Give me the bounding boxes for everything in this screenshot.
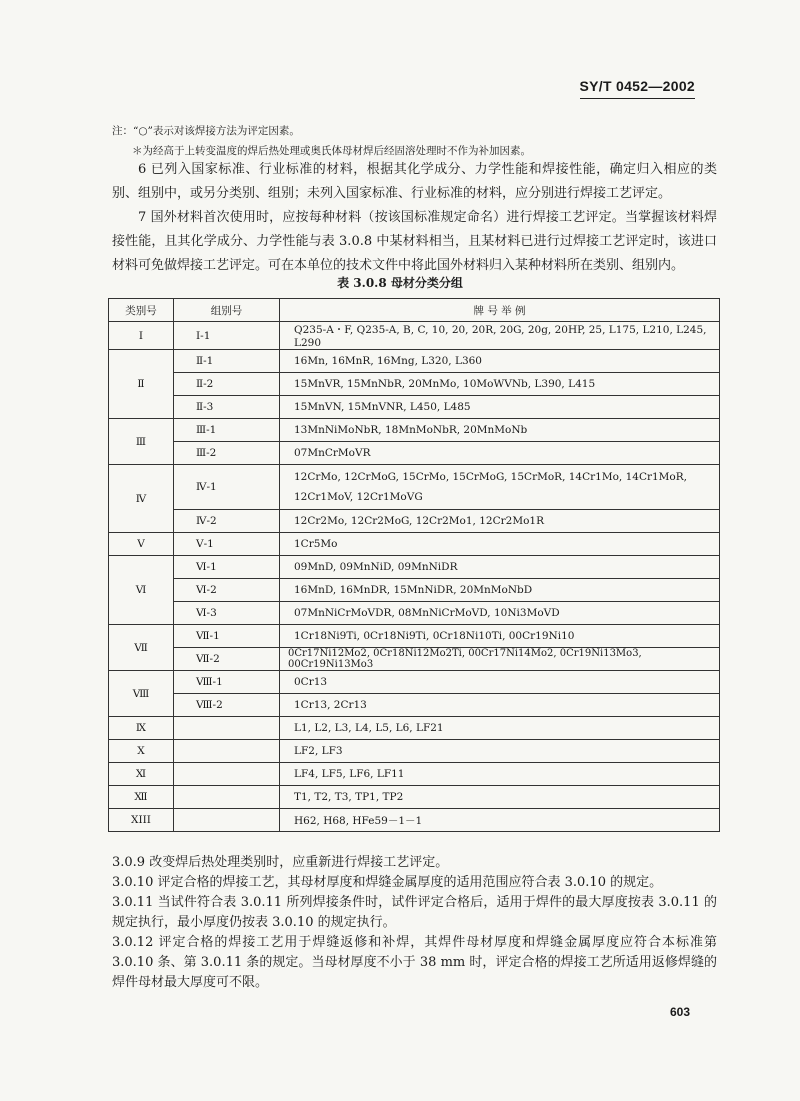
grade-examples-cell: 13MnNiMoNbR, 18MnMoNbR, 20MnMoNb (280, 419, 720, 442)
table-row (109, 442, 720, 465)
table-row (109, 419, 720, 442)
table-row (109, 648, 720, 671)
clause: 3.0.12 评定合格的焊接工艺用于焊缝返修和补焊，其焊件母材厚度和焊缝金属厚度应符合本标准第 3.0.10 条、第 3.0.11 条的规定。当母材厚度不小于 38 mm 时，评定合格的焊接工艺所适用返修焊缝的焊件母材最大厚度可不限。 (112, 935, 717, 990)
grade-examples-cell: 1Cr5Mo (280, 533, 720, 556)
group-cell: Ⅱ-1 (174, 350, 280, 373)
category-cell: Ⅲ (109, 419, 174, 465)
header-category: 类别号 (109, 299, 174, 322)
grade-examples-cell (280, 465, 720, 510)
group-cell: Ⅵ-3 (174, 602, 280, 625)
table-row (109, 625, 720, 648)
grade-examples-cell: 15MnVR, 15MnNbR, 20MnMo, 10MoWVNb, L390, L415 (280, 373, 720, 396)
group-cell (174, 763, 280, 786)
grade-examples-line: 12Cr1MoV, 12Cr1MoVG (294, 491, 423, 503)
category-cell: Ⅺ (109, 763, 174, 786)
group-cell: Ⅵ-1 (174, 556, 280, 579)
note-line: 注：“○”表示对该焊接方法为评定因素。 (112, 125, 300, 137)
group-cell: Ⅴ-1 (174, 533, 280, 556)
category-cell: Ⅵ (109, 556, 174, 625)
table-row (109, 694, 720, 717)
table-row (109, 373, 720, 396)
note-line: ＊为经高于上转变温度的焊后热处理或奥氏体母材焊后经固溶处理时不作为补加因素。 (132, 145, 531, 157)
category-cell: Ⅶ (109, 625, 174, 671)
body-paragraphs (112, 158, 717, 278)
group-cell (174, 717, 280, 740)
grade-examples-cell: H62, H68, HFe59－1－1 (280, 809, 720, 832)
grade-examples-cell: 1Cr13, 2Cr13 (280, 694, 720, 717)
category-cell: Ⅸ (109, 717, 174, 740)
page-number: 603 (669, 1005, 690, 1019)
grade-examples-cell: 16MnD, 16MnDR, 15MnNiDR, 20MnMoNbD (280, 579, 720, 602)
paragraph: 7 国外材料首次使用时，应按每种材料（按该国标准规定命名）进行焊接工艺评定。当掌握该材料焊接性能，且其化学成分、力学性能与表 3.0.8 中某材料相当，且某材料已进行过焊接工艺评定时，该进口材料可免做焊接工艺评定。可在本单位的技术文件中将此国外材料归入某种材料所在类别、组别内。 (112, 210, 717, 273)
header-rule (580, 98, 695, 99)
group-cell: Ⅰ-1 (174, 322, 280, 350)
group-cell: Ⅳ-2 (174, 510, 280, 533)
table-row (109, 786, 720, 809)
clause: 3.0.10 评定合格的焊接工艺，其母材厚度和焊缝金属厚度的适用范围应符合表 3.0.10 的规定。 (112, 875, 663, 890)
header-group: 组别号 (174, 299, 280, 322)
table-row (109, 671, 720, 694)
group-cell: Ⅶ-2 (174, 648, 280, 671)
category-cell: Ⅷ (109, 671, 174, 717)
category-cell: Ⅻ (109, 786, 174, 809)
table-row (109, 763, 720, 786)
grade-examples-cell: 12Cr2Mo, 12Cr2MoG, 12Cr2Mo1, 12Cr2Mo1R (280, 510, 720, 533)
grade-examples-cell: Q235-A・F, Q235-A, B, C, 10, 20, 20R, 20G, 20g, 20HP, 25, L175, L210, L245, L290 (280, 322, 720, 350)
table-row (109, 465, 720, 510)
group-cell: Ⅲ-2 (174, 442, 280, 465)
group-cell (174, 809, 280, 832)
table-row (109, 579, 720, 602)
table-row (109, 396, 720, 419)
group-cell: Ⅱ-3 (174, 396, 280, 419)
grade-examples-cell: LF2, LF3 (280, 740, 720, 763)
material-classification-table (108, 298, 720, 832)
header-examples: 牌 号 举 例 (280, 299, 720, 322)
clauses (112, 853, 717, 993)
standard-code: SY/T 0452—2002 (579, 78, 695, 94)
grade-examples-cell: 07MnNiCrMoVDR, 08MnNiCrMoVD, 10Ni3MoVD (280, 602, 720, 625)
group-cell: Ⅱ-2 (174, 373, 280, 396)
table-header-row (109, 299, 720, 322)
grade-examples-cell: 07MnCrMoVR (280, 442, 720, 465)
grade-examples-cell: L1, L2, L3, L4, L5, L6, LF21 (280, 717, 720, 740)
grade-examples-line: 12CrMo, 12CrMoG, 15CrMo, 15CrMoG, 15CrMoR, 14Cr1Mo, 14Cr1MoR, (294, 471, 687, 483)
grade-examples-cell: LF4, LF5, LF6, LF11 (280, 763, 720, 786)
grade-examples-cell: 15MnVN, 15MnVNR, L450, L485 (280, 396, 720, 419)
grade-examples-cell: 0Cr13 (280, 671, 720, 694)
grade-examples-cell: T1, T2, T3, TP1, TP2 (280, 786, 720, 809)
table-row (109, 809, 720, 832)
group-cell: Ⅶ-1 (174, 625, 280, 648)
group-cell (174, 786, 280, 809)
category-cell: Ⅰ (109, 322, 174, 350)
grade-examples-cell: 1Cr18Ni9Ti, 0Cr18Ni9Ti, 0Cr18Ni10Ti, 00Cr19Ni10 (280, 625, 720, 648)
group-cell: Ⅷ-2 (174, 694, 280, 717)
table-row (109, 717, 720, 740)
grade-examples-cell: 09MnD, 09MnNiD, 09MnNiDR (280, 556, 720, 579)
group-cell: Ⅵ-2 (174, 579, 280, 602)
table-row (109, 350, 720, 373)
table-row (109, 322, 720, 350)
clause: 3.0.11 当试件符合表 3.0.11 所列焊接条件时，试件评定合格后，适用于焊件的最大厚度按表 3.0.11 的规定执行，最小厚度仍按表 3.0.10 的规定执行。 (112, 895, 717, 930)
category-cell: Ⅹ (109, 740, 174, 763)
category-cell: Ⅳ (109, 465, 174, 533)
group-cell (174, 740, 280, 763)
clause: 3.0.9 改变焊后热处理类别时，应重新进行焊接工艺评定。 (112, 855, 449, 870)
group-cell: Ⅲ-1 (174, 419, 280, 442)
table-title: 表 3.0.8 母材分类分组 (337, 276, 463, 290)
group-cell: Ⅷ-1 (174, 671, 280, 694)
table-notes (112, 121, 712, 161)
grade-examples-cell: 16Mn, 16MnR, 16Mng, L320, L360 (280, 350, 720, 373)
category-cell: Ⅱ (109, 350, 174, 419)
grade-examples-cell: 0Cr17Ni12Mo2, 0Cr18Ni12Mo2Ti, 00Cr17Ni14Mo2, 0Cr19Ni13Mo3, 00Cr19Ni13Mo3 (280, 648, 720, 671)
category-cell: XIII (109, 809, 174, 832)
table-row (109, 740, 720, 763)
table-row (109, 533, 720, 556)
table-row (109, 602, 720, 625)
table-row (109, 556, 720, 579)
table-row (109, 510, 720, 533)
category-cell: Ⅴ (109, 533, 174, 556)
group-cell: Ⅳ-1 (174, 465, 280, 510)
paragraph: 6 已列入国家标准、行业标准的材料，根据其化学成分、力学性能和焊接性能，确定归入相应的类别、组别中，或另分类别、组别；未列入国家标准、行业标准的材料，应分别进行焊接工艺评定。 (112, 162, 717, 201)
